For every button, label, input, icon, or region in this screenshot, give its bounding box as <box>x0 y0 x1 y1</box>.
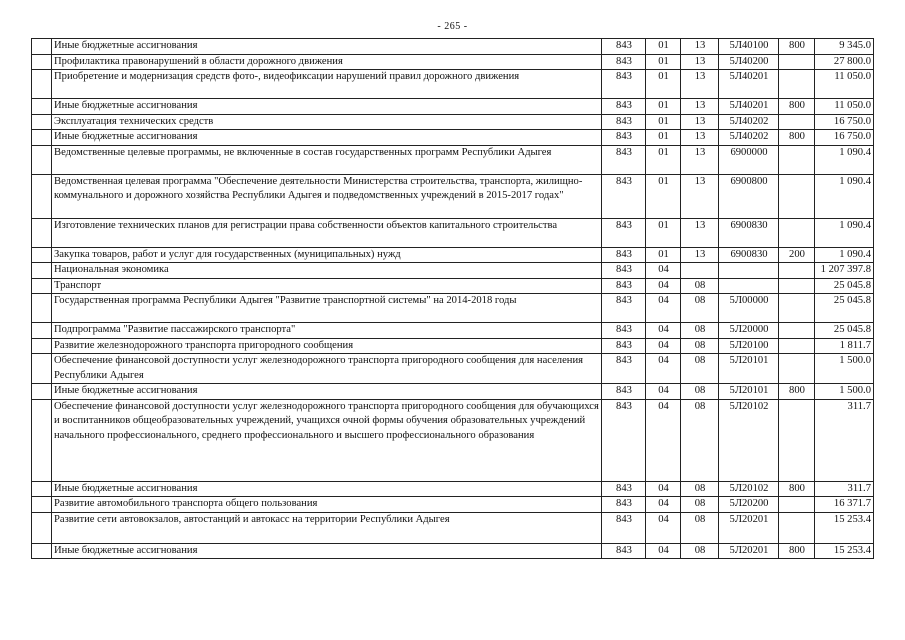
row-pr: 08 <box>681 399 719 481</box>
budget-table-body <box>32 39 874 559</box>
row-csr: 5Л40200 <box>719 54 779 70</box>
row-ved: 843 <box>602 263 646 279</box>
row-blank-cell <box>32 497 52 513</box>
row-pr: 08 <box>681 278 719 294</box>
row-vr: 800 <box>779 39 815 55</box>
row-pr: 08 <box>681 512 719 543</box>
row-vr <box>779 338 815 354</box>
row-pr: 13 <box>681 54 719 70</box>
row-vr <box>779 263 815 279</box>
row-name: Развитие автомобильного транспорта общего пользования <box>52 497 602 513</box>
row-pr: 08 <box>681 543 719 559</box>
table-row <box>32 218 874 247</box>
row-name: Транспорт <box>52 278 602 294</box>
row-sum: 1 090.4 <box>815 247 874 263</box>
row-name: Иные бюджетные ассигнования <box>52 481 602 497</box>
row-rz: 01 <box>646 99 681 115</box>
row-ved: 843 <box>602 114 646 130</box>
row-rz: 04 <box>646 481 681 497</box>
row-pr: 08 <box>681 354 719 384</box>
row-pr: 08 <box>681 338 719 354</box>
row-name: Обеспечение финансовой доступности услуг железнодорожного транспорта пригородного сообщения для обучающихся и воспитанников общеобразовательных учреждений, учащихся очной формы обучения образовательных учреждений начального профессионального, среднего профессионального и высшего профессионального образования <box>52 399 602 481</box>
row-csr <box>719 278 779 294</box>
row-csr: 6900000 <box>719 145 779 174</box>
row-blank-cell <box>32 384 52 400</box>
row-pr: 13 <box>681 247 719 263</box>
row-blank-cell <box>32 481 52 497</box>
table-row <box>32 354 874 384</box>
row-pr: 08 <box>681 481 719 497</box>
row-rz: 01 <box>646 174 681 218</box>
row-name: Ведомственные целевые программы, не включенные в состав государственных программ Республики Адыгея <box>52 145 602 174</box>
row-ved: 843 <box>602 218 646 247</box>
table-row <box>32 54 874 70</box>
row-name: Закупка товаров, работ и услуг для государственных (муниципальных) нужд <box>52 247 602 263</box>
row-pr: 08 <box>681 384 719 400</box>
row-vr: 800 <box>779 130 815 146</box>
row-ved: 843 <box>602 512 646 543</box>
row-csr: 5Л20100 <box>719 338 779 354</box>
row-name: Ведомственная целевая программа "Обеспечение деятельности Министерства строительства, транспорта, жилищно-коммунального и дорожного хозяйства Республики Адыгея и подведомственных учреждений в 2015-2017 годах" <box>52 174 602 218</box>
row-name: Развитие сети автовокзалов, автостанций и автокасс на территории Республики Адыгея <box>52 512 602 543</box>
row-vr <box>779 512 815 543</box>
row-name: Профилактика правонарушений в области дорожного движения <box>52 54 602 70</box>
row-pr: 08 <box>681 294 719 323</box>
row-blank-cell <box>32 263 52 279</box>
row-sum: 27 800.0 <box>815 54 874 70</box>
row-vr <box>779 174 815 218</box>
row-name: Изготовление технических планов для регистрации права собственности объектов капитального строительства <box>52 218 602 247</box>
row-sum: 1 207 397.8 <box>815 263 874 279</box>
row-name: Эксплуатация технических средств <box>52 114 602 130</box>
page-number: - 265 - <box>437 21 468 32</box>
row-sum: 1 090.4 <box>815 145 874 174</box>
row-sum: 11 050.0 <box>815 99 874 115</box>
table-row <box>32 99 874 115</box>
row-ved: 843 <box>602 54 646 70</box>
row-name: Обеспечение финансовой доступности услуг железнодорожного транспорта пригородного сообщения для населения Республики Адыгея <box>52 354 602 384</box>
row-blank-cell <box>32 399 52 481</box>
row-sum: 1 090.4 <box>815 218 874 247</box>
row-pr: 08 <box>681 323 719 339</box>
row-ved: 843 <box>602 354 646 384</box>
row-vr <box>779 114 815 130</box>
table-row <box>32 399 874 481</box>
table-row <box>32 247 874 263</box>
row-csr: 5Л00000 <box>719 294 779 323</box>
budget-table <box>31 38 874 559</box>
row-ved: 843 <box>602 247 646 263</box>
row-vr: 800 <box>779 543 815 559</box>
row-sum: 311.7 <box>815 399 874 481</box>
table-row <box>32 145 874 174</box>
row-vr <box>779 54 815 70</box>
row-csr: 5Л20102 <box>719 399 779 481</box>
row-csr: 5Л20101 <box>719 384 779 400</box>
row-blank-cell <box>32 247 52 263</box>
row-vr: 800 <box>779 99 815 115</box>
row-pr <box>681 263 719 279</box>
row-vr <box>779 294 815 323</box>
row-name: Иные бюджетные ассигнования <box>52 130 602 146</box>
row-rz: 01 <box>646 130 681 146</box>
row-rz: 01 <box>646 145 681 174</box>
row-name: Развитие железнодорожного транспорта пригородного сообщения <box>52 338 602 354</box>
row-sum: 11 050.0 <box>815 70 874 99</box>
row-ved: 843 <box>602 174 646 218</box>
row-csr <box>719 263 779 279</box>
row-blank-cell <box>32 99 52 115</box>
table-row <box>32 543 874 559</box>
table-row <box>32 263 874 279</box>
row-vr <box>779 218 815 247</box>
row-rz: 01 <box>646 247 681 263</box>
row-blank-cell <box>32 70 52 99</box>
row-blank-cell <box>32 145 52 174</box>
table-row <box>32 278 874 294</box>
row-pr: 13 <box>681 114 719 130</box>
row-sum: 311.7 <box>815 481 874 497</box>
row-vr: 800 <box>779 481 815 497</box>
row-blank-cell <box>32 278 52 294</box>
row-pr: 13 <box>681 130 719 146</box>
row-ved: 843 <box>602 399 646 481</box>
row-sum: 25 045.8 <box>815 323 874 339</box>
row-ved: 843 <box>602 39 646 55</box>
row-ved: 843 <box>602 384 646 400</box>
row-sum: 1 500.0 <box>815 384 874 400</box>
row-rz: 04 <box>646 278 681 294</box>
row-ved: 843 <box>602 497 646 513</box>
row-blank-cell <box>32 39 52 55</box>
row-ved: 843 <box>602 130 646 146</box>
row-ved: 843 <box>602 99 646 115</box>
row-name: Приобретение и модернизация средств фото-, видеофиксации нарушений правил дорожного движения <box>52 70 602 99</box>
table-row <box>32 114 874 130</box>
row-name: Иные бюджетные ассигнования <box>52 39 602 55</box>
row-ved: 843 <box>602 70 646 99</box>
row-ved: 843 <box>602 543 646 559</box>
row-rz: 01 <box>646 218 681 247</box>
row-ved: 843 <box>602 338 646 354</box>
row-ved: 843 <box>602 145 646 174</box>
row-rz: 01 <box>646 54 681 70</box>
row-blank-cell <box>32 54 52 70</box>
row-rz: 04 <box>646 323 681 339</box>
row-name: Подпрограмма "Развитие пассажирского транспорта" <box>52 323 602 339</box>
row-name: Государственная программа Республики Адыгея "Развитие транспортной системы" на 2014-2018 годы <box>52 294 602 323</box>
row-blank-cell <box>32 338 52 354</box>
row-vr <box>779 70 815 99</box>
row-rz: 04 <box>646 294 681 323</box>
row-name: Иные бюджетные ассигнования <box>52 543 602 559</box>
table-row <box>32 323 874 339</box>
row-rz: 04 <box>646 512 681 543</box>
table-row <box>32 481 874 497</box>
row-sum: 16 750.0 <box>815 130 874 146</box>
row-rz: 01 <box>646 70 681 99</box>
row-blank-cell <box>32 130 52 146</box>
row-blank-cell <box>32 543 52 559</box>
row-ved: 843 <box>602 278 646 294</box>
table-row <box>32 174 874 218</box>
row-blank-cell <box>32 294 52 323</box>
row-pr: 13 <box>681 39 719 55</box>
row-csr: 5Л20201 <box>719 543 779 559</box>
row-rz: 01 <box>646 39 681 55</box>
row-vr <box>779 497 815 513</box>
row-csr: 5Л20102 <box>719 481 779 497</box>
row-rz: 01 <box>646 114 681 130</box>
row-blank-cell <box>32 323 52 339</box>
row-rz: 04 <box>646 338 681 354</box>
row-pr: 13 <box>681 99 719 115</box>
row-csr: 5Л40202 <box>719 114 779 130</box>
row-pr: 13 <box>681 174 719 218</box>
row-rz: 04 <box>646 497 681 513</box>
row-rz: 04 <box>646 543 681 559</box>
row-sum: 16 750.0 <box>815 114 874 130</box>
row-sum: 1 811.7 <box>815 338 874 354</box>
row-sum: 16 371.7 <box>815 497 874 513</box>
row-sum: 9 345.0 <box>815 39 874 55</box>
row-vr <box>779 278 815 294</box>
row-rz: 04 <box>646 384 681 400</box>
row-csr: 5Л40100 <box>719 39 779 55</box>
table-row <box>32 384 874 400</box>
row-vr <box>779 354 815 384</box>
table-row <box>32 512 874 543</box>
row-rz: 04 <box>646 354 681 384</box>
row-blank-cell <box>32 218 52 247</box>
row-csr: 6900830 <box>719 218 779 247</box>
row-csr: 6900800 <box>719 174 779 218</box>
row-rz: 04 <box>646 263 681 279</box>
row-pr: 08 <box>681 497 719 513</box>
row-sum: 1 090.4 <box>815 174 874 218</box>
table-row <box>32 130 874 146</box>
row-name: Национальная экономика <box>52 263 602 279</box>
row-sum: 15 253.4 <box>815 512 874 543</box>
row-blank-cell <box>32 174 52 218</box>
table-row <box>32 39 874 55</box>
row-pr: 13 <box>681 70 719 99</box>
row-ved: 843 <box>602 294 646 323</box>
row-sum: 25 045.8 <box>815 278 874 294</box>
row-sum: 1 500.0 <box>815 354 874 384</box>
row-csr: 5Л40202 <box>719 130 779 146</box>
row-vr: 800 <box>779 384 815 400</box>
row-csr: 6900830 <box>719 247 779 263</box>
table-row <box>32 338 874 354</box>
table-row <box>32 497 874 513</box>
row-name: Иные бюджетные ассигнования <box>52 99 602 115</box>
row-ved: 843 <box>602 481 646 497</box>
row-vr: 200 <box>779 247 815 263</box>
row-name: Иные бюджетные ассигнования <box>52 384 602 400</box>
row-pr: 13 <box>681 145 719 174</box>
row-ved: 843 <box>602 323 646 339</box>
row-rz: 04 <box>646 399 681 481</box>
row-pr: 13 <box>681 218 719 247</box>
row-blank-cell <box>32 354 52 384</box>
row-csr: 5Л20200 <box>719 497 779 513</box>
row-blank-cell <box>32 512 52 543</box>
table-row <box>32 70 874 99</box>
row-vr <box>779 145 815 174</box>
row-sum: 25 045.8 <box>815 294 874 323</box>
row-vr <box>779 399 815 481</box>
row-csr: 5Л20000 <box>719 323 779 339</box>
row-csr: 5Л20201 <box>719 512 779 543</box>
row-sum: 15 253.4 <box>815 543 874 559</box>
row-blank-cell <box>32 114 52 130</box>
row-vr <box>779 323 815 339</box>
table-row <box>32 294 874 323</box>
row-csr: 5Л40201 <box>719 99 779 115</box>
row-csr: 5Л40201 <box>719 70 779 99</box>
row-csr: 5Л20101 <box>719 354 779 384</box>
